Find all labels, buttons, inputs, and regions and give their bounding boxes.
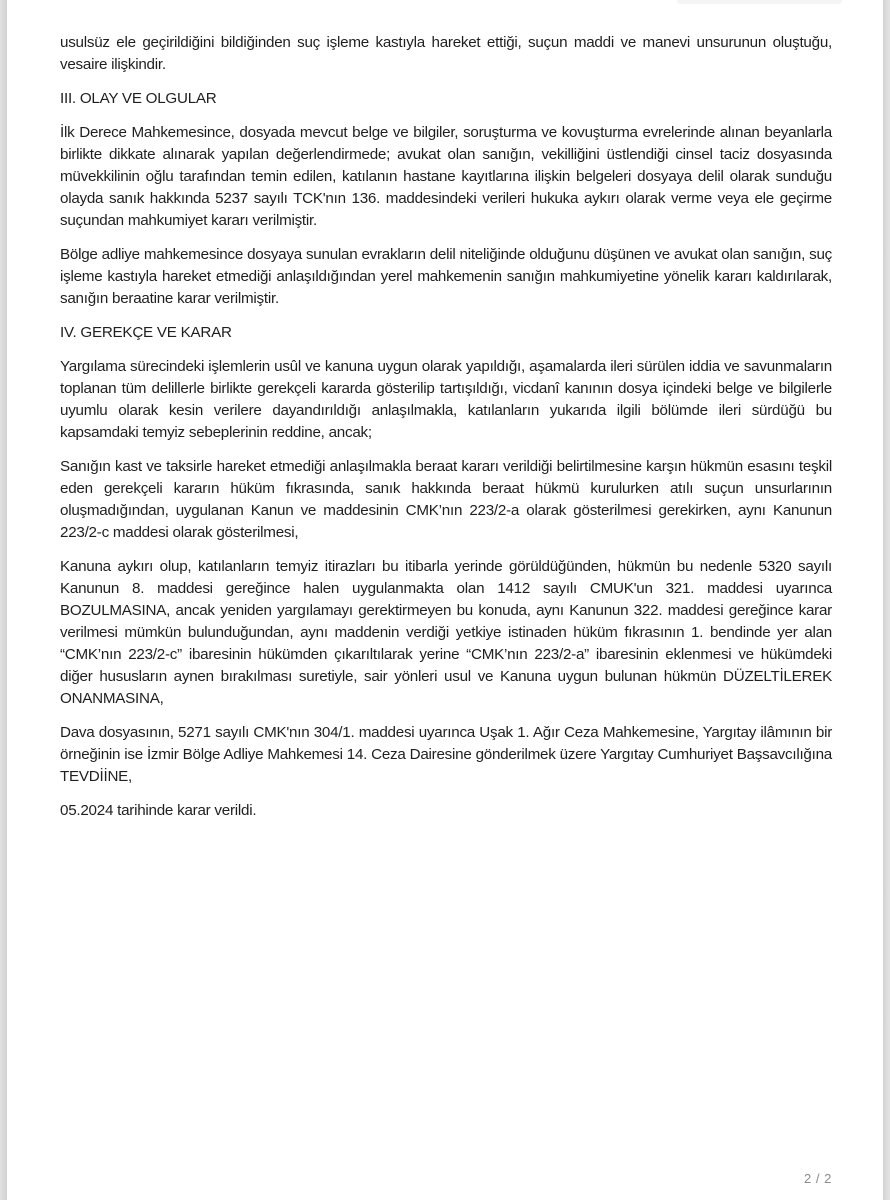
document-body: [60, 32, 832, 834]
paragraph-file-transfer: Dava dosyasının, 5271 sayılı CMK'nın 304/1. maddesi uyarınca Uşak 1. Ağır Ceza Mahkemesine, Yargıtay ilâmının bir örneğinin ise İzmir Bölge Adliye Mahkemesi 14. Ceza Dairesine gönderilmek üzere Yargıtay Cumhuriyet Başsavcılığına TEVDİİNE,: [60, 724, 832, 785]
paragraph-regional-court: Bölge adliye mahkemesince dosyaya sunulan evrakların delil niteliğinde olduğunu düşünen ve avukat olan sanığın, suç işleme kastıyla hareket etmediği anlaşıldığından yerel mahkemenin sanığın mahkumiyetine yönelik kararı kaldırılarak, sanığın beraatine karar verilmiştir.: [60, 246, 832, 307]
paragraph-ruling: Kanuna aykırı olup, katılanların temyiz itirazları bu itibarla yerinde görüldüğünden, hükmün bu nedenle 5320 sayılı Kanunun 8. maddesi gereğince halen uygulanmakta olan 1412 sayılı CMUK'un 321. maddesi uyarınca BOZULMASINA, ancak yeniden yargılamayı gerektirmeyen bu konuda, aynı Kanunun 322. maddesi gereğince karar verilmesi mümkün bulunduğundan, aynı maddenin verdiği yetkiye istinaden hüküm fıkrasının 1. bendinde yer alan “CMK’nın 223/2-c” ibaresinin hükümden çıkarıltılarak yerine “CMK’nın 223/2-a” ibaresinin eklenmesi ve hükümdeki diğer hususların aynen bırakılması suretiyle, sair yönleri usul ve Kanuna uygun bulunan hükmün DÜZELTİLEREK ONANMASINA,: [60, 558, 832, 707]
paragraph-first-instance: İlk Derece Mahkemesince, dosyada mevcut belge ve bilgiler, soruşturma ve kovuşturma evrelerinde alınan beyanlarla birlikte dikkate alınarak yapılan değerlendirmede; avukat olan sanığın, vekilliğini üstlendiği cinsel taciz dosyasında müvekkilinin oğlu tarafından temin edilen, katılanın hastane kayıtlarına ilişkin belgeleri dosyaya delil olarak sunduğu olayda sanık hakkında 5237 sayılı TCK'nın 136. maddesindeki verileri hukuka aykırı olarak verme veya ele geçirme suçundan mahkumiyet kararı verilmiştir.: [60, 124, 832, 229]
paragraph-reasoning: Yargılama sürecindeki işlemlerin usûl ve kanuna uygun olarak yapıldığı, aşamalarda ileri sürülen iddia ve savunmaların toplanan tüm delillerle birlikte gerekçeli kararda gösterilip tartışıldığı, vicdanî kanının dosya içindeki belge ve bilgilerle uyumlu olarak kesin verilere dayandırıldığı anlaşılmakla, katılanların yukarıda ilgili bölümde ileri sürdüğü bu kapsamdaki temyiz sebeplerinin reddine, ancak;: [60, 358, 832, 441]
paragraph-continuation: usulsüz ele geçirildiğini bildiğinden suç işleme kastıyla hareket ettiği, suçun maddi ve manevi unsurunun oluştuğu, vesaire ilişkindir.: [60, 34, 832, 73]
paragraph-acquittal: Sanığın kast ve taksirle hareket etmediği anlaşılmakla beraat kararı verildiği belirtilmesine karşın hükmün esasını teşkil eden gerekçeli kararın hüküm fıkrasında, sanık hakkında beraat hükmü kurulurken atılı suçun unsurlarının oluşmadığından, uygulanan Kanun ve maddesinin CMK’nın 223/2-a olarak gösterilmesi gerekirken, aynı Kanunun 223/2-c maddesi olarak gösterilmesi,: [60, 458, 832, 541]
section-heading-olay-ve-olgular: III. OLAY VE OLGULAR: [60, 90, 217, 107]
paragraph-decision-date: 05.2024 tarihinde karar verildi.: [60, 802, 257, 819]
section-heading-gerekce-ve-karar: IV. GEREKÇE VE KARAR: [60, 324, 232, 341]
faded-header-text: [677, 0, 842, 4]
right-frame-border: [883, 0, 890, 1200]
left-frame-border: [0, 0, 7, 1200]
document-page: [7, 0, 883, 1200]
page-number: 2 / 2: [804, 1171, 832, 1186]
